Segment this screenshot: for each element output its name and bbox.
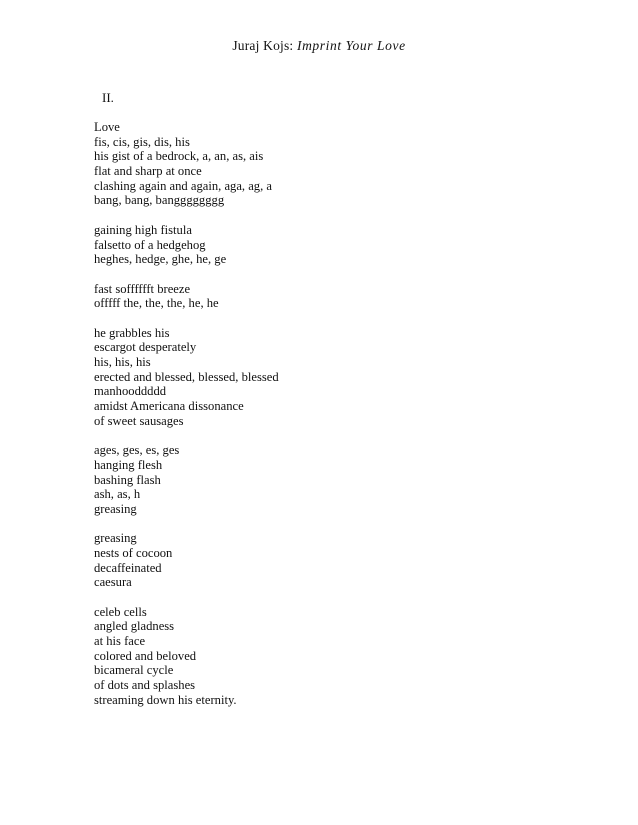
stanza [94,223,279,267]
stanza-break [94,267,279,282]
poem-title: Imprint Your Love [296,38,406,53]
stanza-break [94,311,279,326]
poem-line: colored and beloved [94,648,197,663]
poem-line: of sweet sausages [94,413,184,428]
poem-line: streaming down his eternity. [94,692,237,707]
poem-line: bicameral cycle [94,663,174,678]
poem-line: of dots and splashes [94,678,196,693]
poem-line: bashing flash [94,472,161,487]
poem-line: amidst Americana dissonance [94,399,244,414]
poem-line: celeb cells [94,604,147,619]
stanza [94,443,279,516]
stanza [94,531,279,590]
poem-line: bang, bang, bangggggggg [94,193,225,208]
poem-line: Love [94,120,120,134]
poem-line: ages, ges, es, ges [94,443,180,458]
poem-line: clashing again and again, aga, ag, a [94,178,272,193]
stanza [94,326,279,429]
poem-line: greasing [94,501,137,516]
poem-line: his, his, his [94,355,151,369]
poem-line: his gist of a bedrock, a, an, as, ais [94,149,264,164]
poem-line: heghes, hedge, ghe, he, ge [94,252,227,267]
poem-line: flat and sharp at once [94,164,202,179]
poem-line: offfff the, the, the, he, he [94,296,219,311]
poem-line: decaffeinated [94,560,162,575]
stanza-break [94,517,279,532]
poem-line: nests of cocoon [94,545,173,560]
poem-line: ash, as, h [94,487,141,502]
stanza [94,120,279,208]
poem-line: manhooddddd [94,384,167,399]
section-number: II. [102,90,114,105]
poem-body [94,120,279,708]
poem-line: gaining high fistula [94,222,192,237]
stanza [94,605,279,708]
poem-line: angled gladness [94,619,175,634]
stanza-break [94,208,279,223]
author-name: Juraj Kojs: [232,38,294,53]
stanza [94,282,279,311]
poem-line: fast sofffffft breeze [94,281,191,296]
poem-line: caesura [94,575,132,590]
poem-line: he grabbles his [94,325,170,340]
poem-line: erected and blessed, blessed, blessed [94,369,279,384]
poem-line: fis, cis, gis, dis, his [94,134,190,149]
poem-line: hanging flesh [94,457,163,472]
stanza-break [94,590,279,605]
poem-line: greasing [94,531,137,546]
page-header [0,38,638,54]
stanza-break [94,428,279,443]
poem-line: escargot desperately [94,340,197,355]
poem-line: falsetto of a hedgehog [94,237,206,252]
poem-line: at his face [94,634,146,649]
